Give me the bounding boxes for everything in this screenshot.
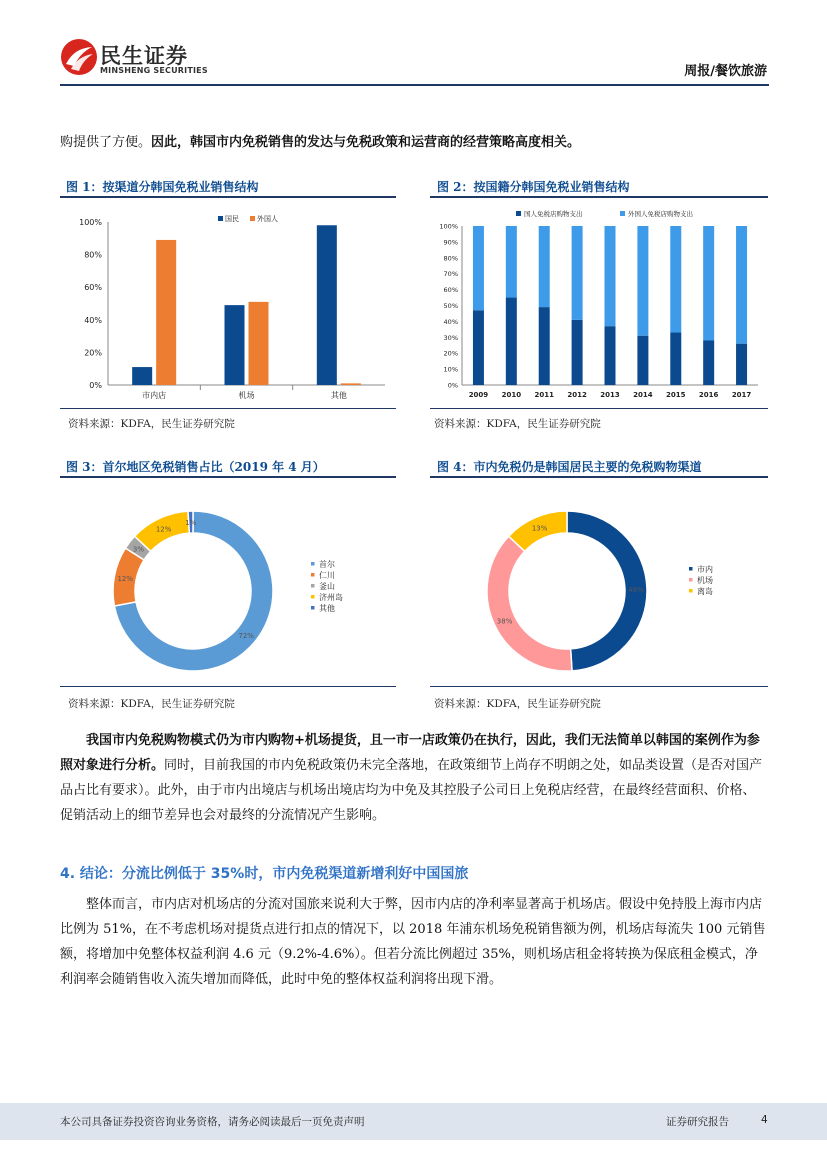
y-tick-label: 60% xyxy=(443,286,458,295)
bar-外国人免税店购物支出-2016 xyxy=(703,226,714,340)
report-type: 周报/餐饮旅游 xyxy=(684,64,767,79)
legend-swatch xyxy=(311,606,315,610)
y-tick-label: 0% xyxy=(89,381,102,390)
bar-外国人免税店购物支出-2010 xyxy=(506,226,517,298)
legend-swatch xyxy=(218,216,223,221)
legend-label: 釜山 xyxy=(319,582,335,591)
legend-label: 其他 xyxy=(319,604,335,613)
bar-国人免税店购物支出-2014 xyxy=(637,336,648,385)
intro-bold: 因此，韩国市内免税销售的发达与免税政策和运营商的经营策略高度相关。 xyxy=(151,135,581,150)
legend-swatch xyxy=(311,562,315,566)
legend-label: 外国人免税店购物支出 xyxy=(628,210,693,218)
fig4-top-rule xyxy=(430,476,768,478)
y-tick-label: 70% xyxy=(443,270,458,279)
body-paragraph-2: 整体而言，市内店对机场店的分流对国旅来说利大于弊，因市内店的净利率显著高于机场店。假设中免持股上海市内店比例为 51%，在不考虑机场对提货点进行扣点的情况下，以 2018 年浦东机场免税销售额为例，机场店每流失 100 元销售额，将增加中免整体权益利润 4.6 元（9.2%-4.6%）。但若分流比例超过 35%，则机场店租金将转换为保底租金模式，净利润率会随销售收入流失增加而降低，此时中免的整体权益利润将出现下滑。 xyxy=(60,897,766,987)
bar-外国人-市内店 xyxy=(156,240,176,385)
fig3-chart xyxy=(60,480,396,686)
slice-机场 xyxy=(487,536,572,671)
legend-swatch xyxy=(689,578,693,582)
bar-国人免税店购物支出-2009 xyxy=(473,310,484,385)
fig4-bottom-rule xyxy=(430,686,768,687)
bar-国人免税店购物支出-2011 xyxy=(539,307,550,385)
fig4-title: 图 4：市内免税仍是韩国居民主要的免税购物渠道 xyxy=(437,460,702,474)
x-tick-label: 2013 xyxy=(600,391,620,399)
fig2-chart xyxy=(430,200,768,408)
y-tick-label: 20% xyxy=(84,348,102,358)
fig3-title: 图 3：首尔地区免税销售占比（2019 年 4 月） xyxy=(66,460,325,474)
bar-外国人免税店购物支出-2014 xyxy=(637,226,648,336)
x-tick-label: 机场 xyxy=(238,391,255,400)
slice-value-label: 72% xyxy=(238,631,254,640)
fig4-chart xyxy=(430,480,768,686)
slice-value-label: 38% xyxy=(496,617,513,626)
bar-国人免税店购物支出-2016 xyxy=(703,340,714,385)
x-tick-label: 2011 xyxy=(534,391,554,399)
bar-外国人免税店购物支出-2009 xyxy=(473,226,484,310)
fig4-source: 资料来源：KDFA，民生证券研究院 xyxy=(434,698,601,710)
x-tick-label: 2010 xyxy=(501,391,522,399)
fig2-title: 图 2：按国籍分韩国免税业销售结构 xyxy=(437,180,630,194)
slice-value-label: 1% xyxy=(185,519,197,528)
bar-国人免税店购物支出-2012 xyxy=(572,320,583,385)
x-tick-label: 2012 xyxy=(567,391,587,399)
x-tick-label: 2014 xyxy=(633,391,653,399)
legend-label: 国人免税店购物支出 xyxy=(524,210,583,218)
legend-label: 离岛 xyxy=(697,587,713,596)
legend-label: 机场 xyxy=(697,576,713,585)
legend-swatch xyxy=(311,595,315,599)
logo-mark-icon xyxy=(60,38,98,76)
bar-外国人-机场 xyxy=(249,302,269,385)
intro-paragraph xyxy=(60,130,768,155)
bar-国民-市内店 xyxy=(132,367,152,385)
company-logo xyxy=(60,38,220,78)
slice-value-label: 13% xyxy=(531,524,548,533)
bar-国民-其他 xyxy=(317,225,337,385)
fig2-source: 资料来源：KDFA，民生证券研究院 xyxy=(434,418,601,430)
fig1-chart xyxy=(60,200,396,408)
body-p1-rest: 同时，目前我国的市内免税政策仍未完全落地，在政策细节上尚存不明朗之处，如品类设置（是否对国产品占比有要求）。此外，由于市内出境店与机场出境店均为中免及其控股子公司日上免税店经营，在最终经营面积、价格、促销活动上的细节差异也会对最终的分流情况产生影响。 xyxy=(60,758,763,823)
bar-外国人免税店购物支出-2011 xyxy=(539,226,550,307)
legend-swatch xyxy=(620,211,625,216)
y-tick-label: 40% xyxy=(443,317,458,326)
y-tick-label: 20% xyxy=(443,349,458,358)
fig3-top-rule xyxy=(60,476,396,478)
bar-国民-机场 xyxy=(225,305,245,385)
y-tick-label: 80% xyxy=(443,254,458,263)
y-tick-label: 60% xyxy=(84,283,102,293)
x-tick-label: 2015 xyxy=(666,391,686,399)
bar-外国人-其他 xyxy=(341,383,361,385)
legend-swatch xyxy=(250,216,255,221)
fig3-source: 资料来源：KDFA，民生证券研究院 xyxy=(68,698,235,710)
legend-swatch xyxy=(689,589,693,593)
x-tick-label: 2009 xyxy=(468,391,489,399)
fig3-bottom-rule xyxy=(60,686,396,687)
x-tick-label: 市内店 xyxy=(142,391,167,400)
bar-国人免税店购物支出-2010 xyxy=(506,298,517,385)
y-tick-label: 10% xyxy=(443,365,458,374)
page-number: 4 xyxy=(761,1114,768,1126)
legend-label: 外国人 xyxy=(257,215,278,223)
bar-外国人免税店购物支出-2017 xyxy=(736,226,747,344)
footer-disclaimer: 本公司具备证券投资咨询业务资格，请务必阅读最后一页免责声明 xyxy=(60,1116,365,1128)
logo-text-cn: 民生证券 xyxy=(100,44,188,68)
y-tick-label: 80% xyxy=(84,250,102,260)
legend-swatch xyxy=(516,211,521,216)
bar-外国人免税店购物支出-2015 xyxy=(670,226,681,333)
y-tick-label: 40% xyxy=(84,315,102,325)
y-tick-label: 0% xyxy=(447,381,458,390)
legend-swatch xyxy=(311,584,315,588)
fig2-top-rule xyxy=(430,196,768,198)
body-p1-bold: 我国市内免税购物模式仍为市内购物+机场提货，且一市一店政策仍在执行，因此，我们无法简单以韩国的案例作为参照对象进行分析。 xyxy=(60,733,760,773)
x-tick-label: 其他 xyxy=(330,391,347,400)
legend-label: 首尔 xyxy=(319,560,335,569)
fig2-bottom-rule xyxy=(430,408,768,409)
slice-value-label: 3% xyxy=(132,545,145,554)
header-divider xyxy=(60,84,769,86)
fig1-bottom-rule xyxy=(60,408,396,409)
y-tick-label: 90% xyxy=(443,238,458,247)
y-tick-label: 100% xyxy=(79,218,102,227)
legend-label: 国民 xyxy=(225,215,239,223)
legend-label: 济州岛 xyxy=(319,593,343,602)
slice-value-label: 12% xyxy=(155,525,172,534)
logo-text-en: MINSHENG SECURITIES xyxy=(100,66,208,75)
y-tick-label: 50% xyxy=(443,302,458,310)
footer-report-label: 证券研究报告 xyxy=(666,1116,729,1128)
y-tick-label: 100% xyxy=(439,222,458,231)
legend-swatch xyxy=(689,567,693,571)
section-heading: 4. 结论：分流比例低于 35%时，市内免税渠道新增利好中国国旅 xyxy=(60,866,469,882)
bar-外国人免税店购物支出-2013 xyxy=(605,226,616,326)
legend-label: 市内 xyxy=(697,565,713,574)
bar-国人免税店购物支出-2017 xyxy=(736,344,747,385)
body-paragraph-1 xyxy=(60,728,768,828)
intro-plain: 购提供了方便。 xyxy=(60,135,152,150)
slice-value-label: 12% xyxy=(117,575,134,584)
bar-外国人免税店购物支出-2012 xyxy=(572,226,583,320)
y-tick-label: 30% xyxy=(443,333,458,342)
x-tick-label: 2016 xyxy=(698,391,719,399)
fig1-source: 资料来源：KDFA，民生证券研究院 xyxy=(68,418,235,430)
fig1-title: 图 1：按渠道分韩国免税业销售结构 xyxy=(66,180,259,194)
legend-label: 仁川 xyxy=(319,571,335,580)
x-tick-label: 2017 xyxy=(731,391,752,399)
fig1-top-rule xyxy=(60,196,396,198)
bar-国人免税店购物支出-2015 xyxy=(670,333,681,385)
slice-value-label: 49% xyxy=(628,585,644,594)
legend-swatch xyxy=(311,573,315,577)
bar-国人免税店购物支出-2013 xyxy=(605,326,616,385)
